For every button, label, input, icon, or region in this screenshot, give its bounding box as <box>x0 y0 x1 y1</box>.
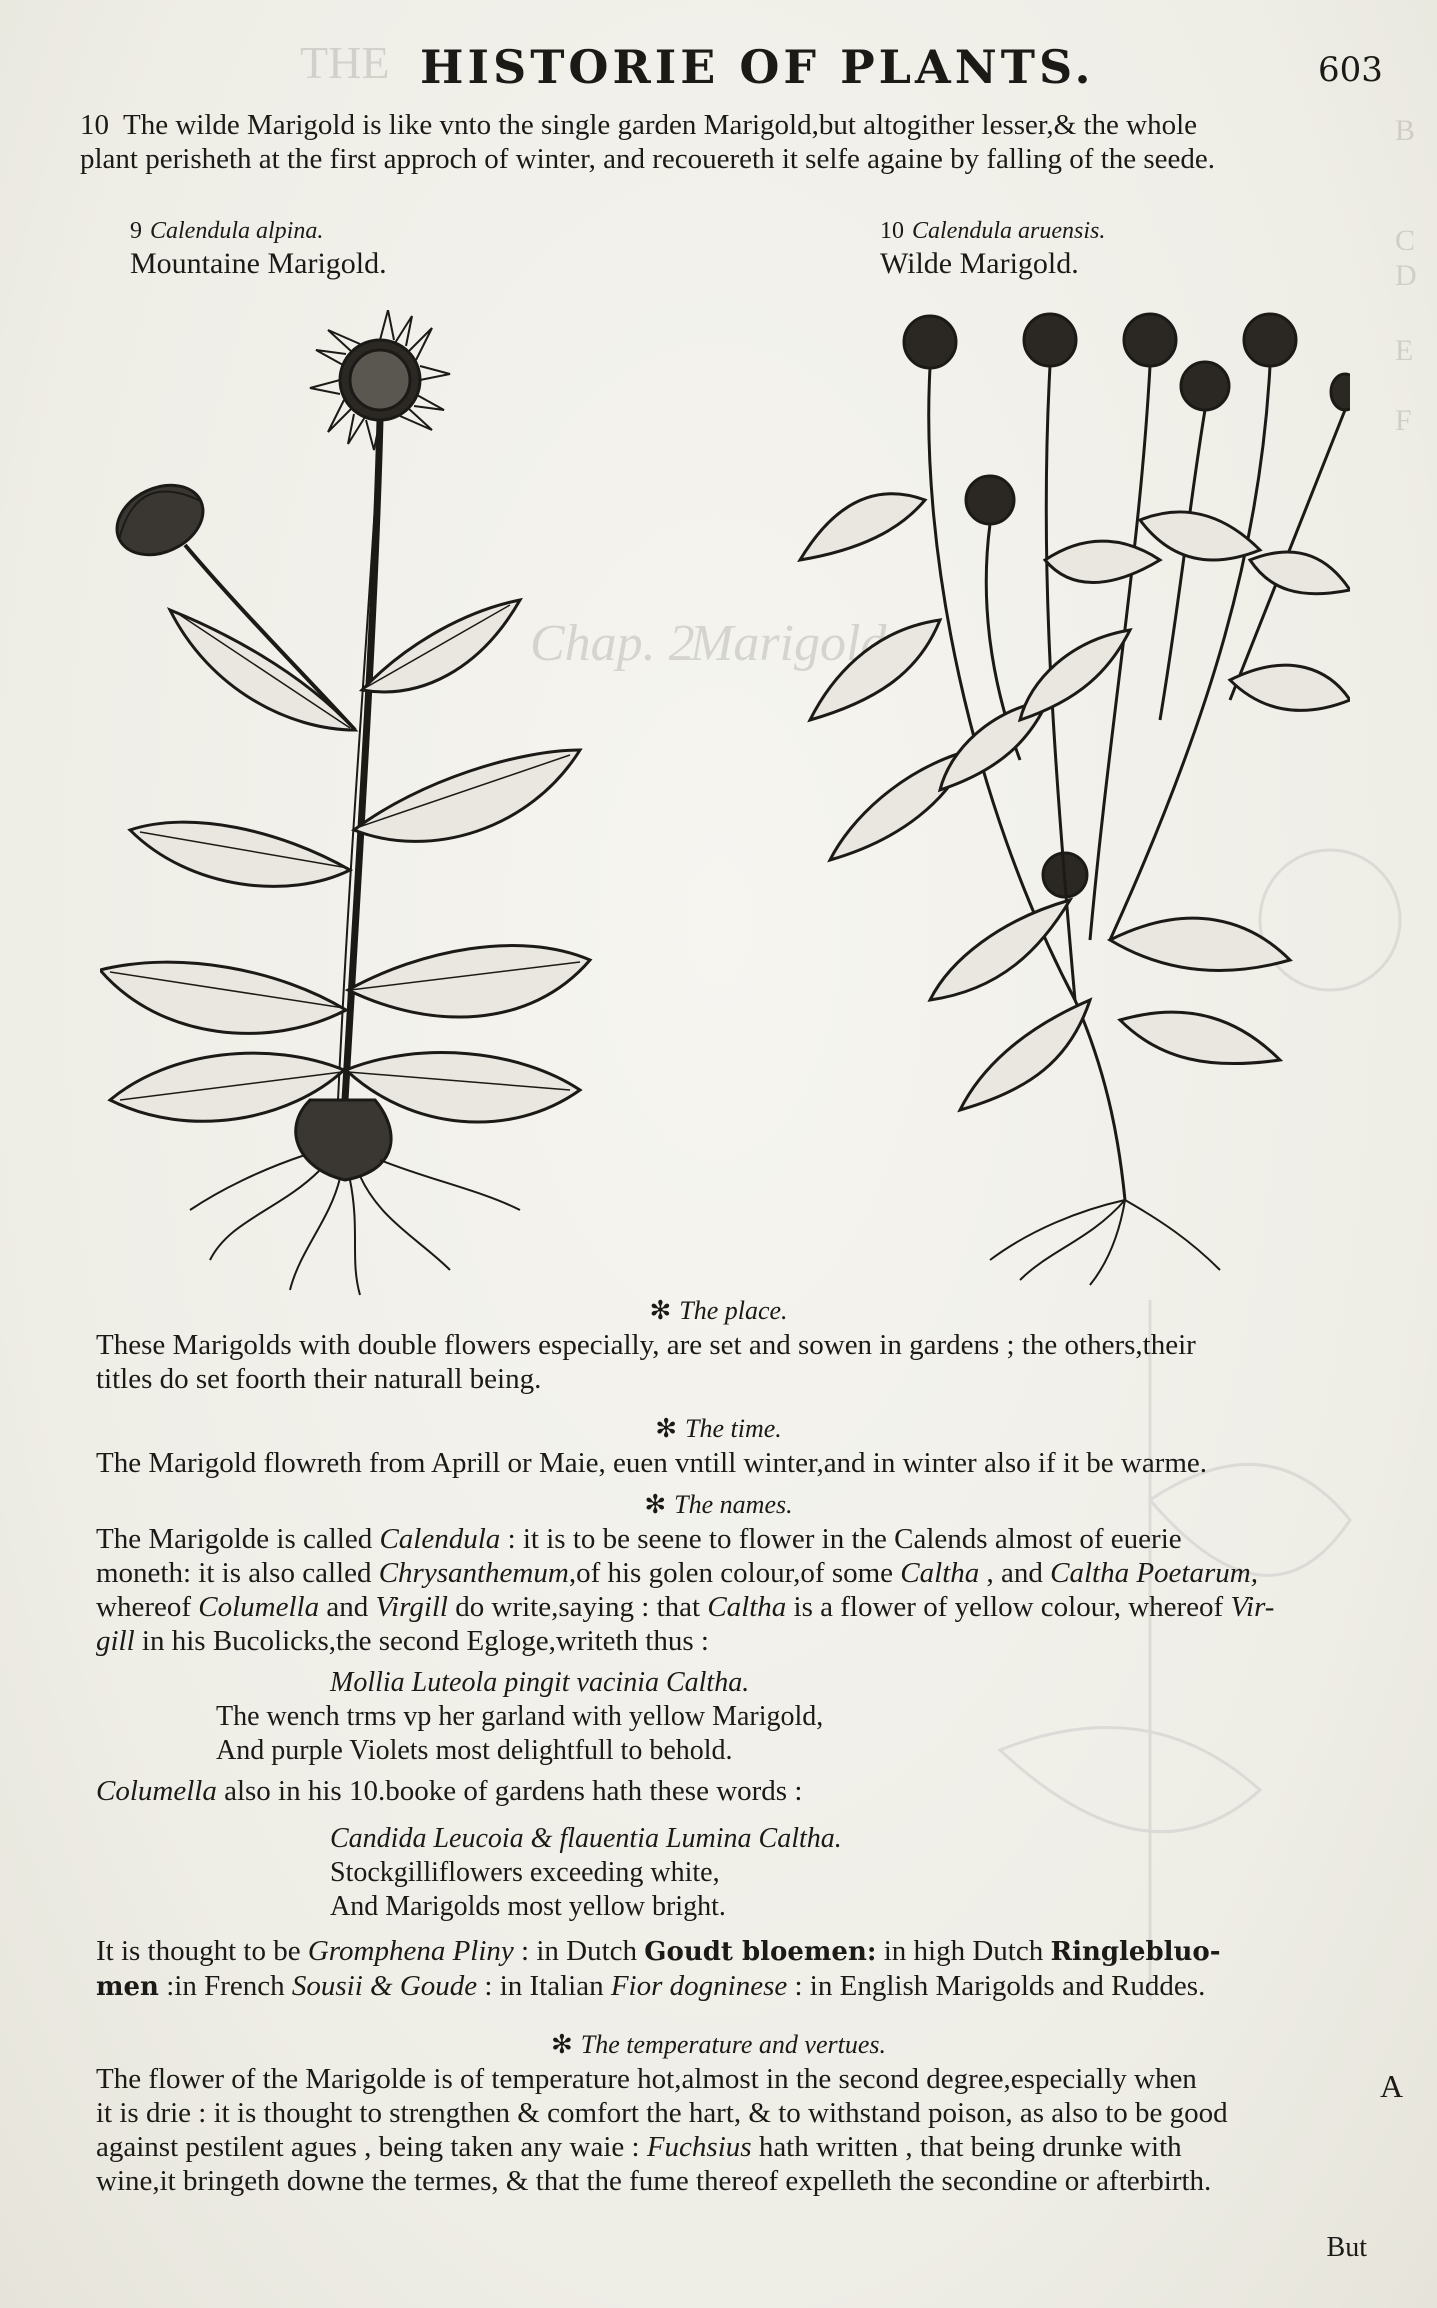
intro-line-2: plant perisheth at the first approch of winter, and recouereth it selfe againe by falling of the seede. <box>80 143 1216 175</box>
names-blackletter: Goudt bloemen: <box>644 1937 877 1967</box>
names-italic: Columella <box>96 1775 217 1807</box>
bleed-letter-d: D <box>1395 259 1417 292</box>
bleed-letter-e: E <box>1395 334 1414 367</box>
names-text: also in his 10.booke of gardens hath these words : <box>216 1775 803 1807</box>
paragraph-the-place <box>96 1328 1396 1396</box>
intro-line-1: The wilde Marigold is like vnto the single garden Marigold,but altogither lesser,& the whole <box>123 109 1198 141</box>
temperature-line: it is drie : it is thought to strengthen & comfort the hart, & to withstand poison, as also to be good <box>96 2097 1228 2129</box>
intro-paragraph <box>80 108 1380 176</box>
names-text: in his Bucolicks,the second Egloge,writeth thus : <box>134 1625 709 1657</box>
names-italic: Sousii & Goude <box>291 1970 478 2002</box>
verse-english: And purple Violets most delightfull to behold. <box>216 1735 733 1766</box>
names-text: moneth: it is also called <box>96 1557 379 1589</box>
figure-latin-name: Calendula aruensis. <box>912 218 1106 244</box>
names-text: and <box>319 1591 376 1623</box>
names-text: , and <box>979 1557 1051 1589</box>
verse-virgil <box>330 1666 749 1700</box>
paragraph-columella <box>96 1774 1396 1808</box>
time-line-1: The Marigold flowreth from Aprill or Maie, euen vntill winter,and in winter also if it be warme. <box>96 1447 1208 1479</box>
names-italic: gill <box>96 1625 135 1657</box>
names-text: The Marigolde is called <box>96 1523 380 1555</box>
names-blackletter: Ringlebluo- <box>1050 1937 1221 1967</box>
verse-english: The wench trms vp her garland with yellow Marigold, <box>216 1701 824 1732</box>
temperature-line: hath written , that being drunke with <box>751 2131 1182 2163</box>
names-text: It is thought to be <box>96 1935 308 1967</box>
figure-latin-name: Calendula alpina. <box>150 218 324 244</box>
bleed-chapter: Chap. 2 <box>530 615 695 672</box>
figure-number: 9 <box>130 218 142 244</box>
names-text: ,of his golen colour,of some <box>568 1557 901 1589</box>
names-text: whereof <box>96 1591 199 1623</box>
temperature-line: wine,it bringeth downe the termes, & that the fume thereof expelleth the secondine or afterbirth. <box>96 2165 1212 2197</box>
verse-english: Stockgilliflowers exceeding white, <box>330 1857 720 1888</box>
bleed-letter-f: F <box>1395 404 1412 437</box>
temperature-line: against pestilent agues , being taken any waie : <box>96 2131 647 2163</box>
names-italic: Fior dogninese <box>610 1970 788 2002</box>
names-text: do write,saying : that <box>447 1591 708 1623</box>
figure-english-name: Mountaine Marigold. <box>130 247 387 280</box>
names-text: : in Italian <box>477 1970 611 2002</box>
names-italic: Caltha <box>707 1591 787 1623</box>
heading-text: The names. <box>674 1490 793 1519</box>
names-text: in high Dutch <box>876 1935 1051 1967</box>
verse-english: And Marigolds most yellow bright. <box>330 1891 726 1922</box>
verse-virgil-english <box>216 1700 823 1768</box>
bleed-header: THE <box>300 37 390 88</box>
names-italic: Caltha <box>900 1557 980 1589</box>
names-text: : in English Marigolds and Ruddes. <box>787 1970 1206 2002</box>
catchword: But <box>1326 2232 1367 2263</box>
verse-latin: Mollia Luteola pingit vacinia Caltha. <box>330 1667 750 1698</box>
figure-number: 10 <box>880 218 904 244</box>
names-italic: Virgill <box>375 1591 448 1623</box>
names-italic: Calendula <box>379 1523 501 1555</box>
heading-the-names: ✻ The names. <box>644 1490 793 1519</box>
names-italic: Gromphena Pliny <box>307 1935 514 1967</box>
names-italic: Caltha Poetarum, <box>1050 1557 1258 1589</box>
heading-the-time: ✻ The time. <box>655 1414 782 1443</box>
page-number: 603 <box>1318 50 1383 90</box>
place-line-2: titles do set foorth their naturall being. <box>96 1363 542 1395</box>
bleed-chapter-word: Marigolds. <box>690 615 920 672</box>
heading-the-place: ✻ The place. <box>649 1296 788 1325</box>
heading-text: The time. <box>685 1414 782 1443</box>
names-text: : it is to be seene to flower in the Calends almost of euerie <box>500 1523 1182 1555</box>
figure-caption-9 <box>130 218 387 281</box>
verse-columella <box>330 1822 842 1924</box>
woodcut-mountaine-marigold <box>100 310 620 1300</box>
verse-latin: Candida Leucoia & flauentia Lumina Caltha. <box>330 1823 842 1854</box>
names-text: :in French <box>158 1970 292 2002</box>
bleed-letter-b: B <box>1395 114 1416 147</box>
names-italic: Chrysanthemum <box>378 1557 569 1589</box>
temperature-italic: Fuchsius <box>646 2131 752 2163</box>
intro-number: 10 <box>80 109 109 141</box>
names-blackletter: men <box>96 1972 159 2002</box>
running-title: HISTORIE OF PLANTS. <box>420 40 1095 94</box>
names-text: is a flower of yellow colour, whereof <box>786 1591 1231 1623</box>
bleed-letter-c: C <box>1395 224 1416 257</box>
margin-letter: A <box>1380 2068 1404 2104</box>
names-italic: Columella <box>198 1591 320 1623</box>
heading-text: The temperature and vertues. <box>580 2030 886 2059</box>
names-text: : in Dutch <box>513 1935 645 1967</box>
woodcut-wilde-marigold <box>790 300 1350 1290</box>
paragraph-the-time <box>96 1446 1396 1480</box>
figure-english-name: Wilde Marigold. <box>880 247 1079 280</box>
paragraph-the-names <box>96 1522 1396 1658</box>
heading-text: The place. <box>679 1296 788 1325</box>
place-line-1: These Marigolds with double flowers especially, are set and sowen in gardens ; the others,their <box>96 1329 1196 1361</box>
temperature-line: The flower of the Marigolde is of temperature hot,almost in the second degree,especially when <box>96 2063 1197 2095</box>
paragraph-temperature <box>96 2062 1376 2198</box>
paragraph-other-names <box>96 1934 1396 2004</box>
figure-caption-10 <box>880 218 1105 281</box>
names-italic: Vir- <box>1230 1591 1275 1623</box>
page-header <box>0 40 1437 100</box>
heading-temperature: ✻ The temperature and vertues. <box>551 2030 886 2059</box>
